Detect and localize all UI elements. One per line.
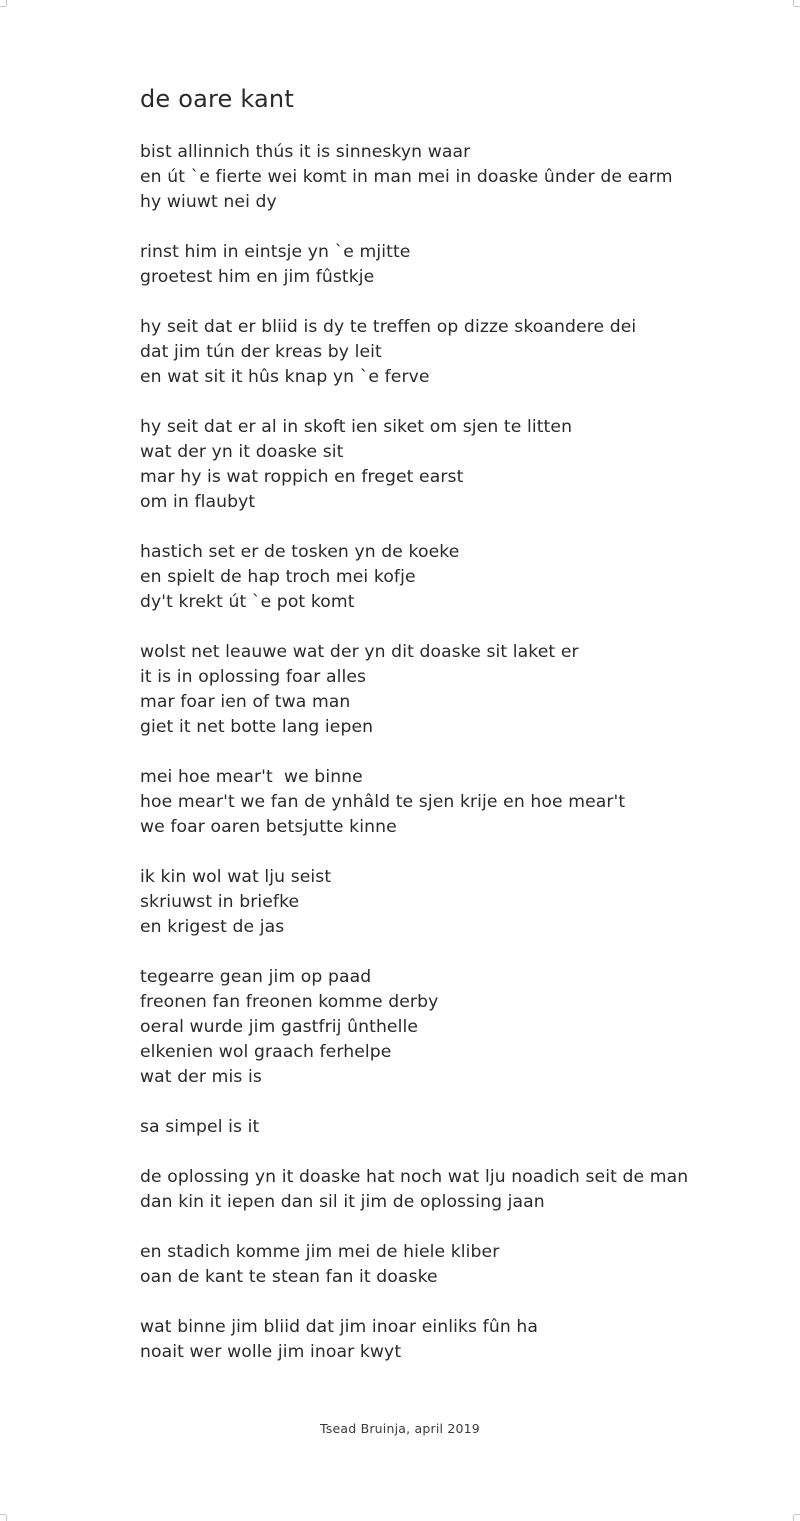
crop-mark-bottom-right-h (794, 1514, 800, 1515)
poem-line: dan kin it iepen dan sil it jim de oplossing jaan (140, 1192, 545, 1212)
crop-mark-top-right-v (793, 0, 794, 6)
crop-mark-top-right-h (794, 6, 800, 7)
poem-line: oan de kant te stean fan it doaske (140, 1267, 438, 1287)
stanza (140, 540, 760, 615)
poem-line: ik kin wol wat lju seist (140, 867, 332, 887)
poem-line: en út `e fierte wei komt in man mei in doaske ûnder de earm (140, 167, 673, 187)
poem-line: giet it net botte lang iepen (140, 717, 374, 737)
poem-line: we foar oaren betsjutte kinne (140, 817, 397, 837)
poem-line: sa simpel is it (140, 1117, 260, 1137)
poem-line: hy seit dat er bliid is dy te treffen op dizze skoandere dei (140, 317, 637, 337)
stanza (140, 765, 760, 840)
stanza (140, 140, 760, 215)
poem (140, 84, 760, 1390)
stanza (140, 1315, 760, 1365)
poem-line: en spielt de hap troch mei kofje (140, 567, 416, 587)
crop-mark-bottom-right-v (793, 1515, 794, 1521)
stanza (140, 865, 760, 940)
crop-mark-bottom-left-v (6, 1515, 7, 1521)
poem-line: en stadich komme jim mei de hiele kliber (140, 1242, 500, 1262)
stanza (140, 415, 760, 515)
poem-line: hy seit dat er al in skoft ien siket om sjen te litten (140, 417, 573, 437)
poem-line: en krigest de jas (140, 917, 285, 937)
crop-mark-top-left-v (6, 0, 7, 6)
poem-line: wolst net leauwe wat der yn dit doaske sit laket er (140, 642, 579, 662)
poem-line: dat jim tún der kreas by leit (140, 342, 382, 362)
poem-line: groetest him en jim fûstkje (140, 267, 375, 287)
poem-line: freonen fan freonen komme derby (140, 992, 439, 1012)
poem-line: bist allinnich thús it is sinneskyn waar (140, 142, 471, 162)
poem-line: rinst him in eintsje yn `e mjitte (140, 242, 411, 262)
stanza (140, 1240, 760, 1290)
poem-line: de oplossing yn it doaske hat noch wat lju noadich seit de man (140, 1167, 689, 1187)
stanza (140, 965, 760, 1090)
poem-line: mar foar ien of twa man (140, 692, 351, 712)
poem-line: en wat sit it hûs knap yn `e ferve (140, 367, 430, 387)
poem-line: oeral wurde jim gastfrij ûnthelle (140, 1017, 419, 1037)
poem-line: mei hoe mear't we binne (140, 767, 363, 787)
crop-mark-top-left-h (0, 6, 6, 7)
poem-line: it is in oplossing foar alles (140, 667, 367, 687)
poem-line: noait wer wolle jim inoar kwyt (140, 1342, 402, 1362)
poem-line: hy wiuwt nei dy (140, 192, 277, 212)
stanza (140, 640, 760, 740)
poem-line: hastich set er de tosken yn de koeke (140, 542, 460, 562)
stanza (140, 315, 760, 390)
poem-line: tegearre gean jim op paad (140, 967, 372, 987)
poem-line: om in flaubyt (140, 492, 256, 512)
poem-line: dy't krekt út `e pot komt (140, 592, 355, 612)
poem-line: mar hy is wat roppich en freget earst (140, 467, 464, 487)
stanza (140, 1115, 760, 1140)
poem-title: de oare kant (140, 85, 294, 113)
poem-signature: Tsead Bruinja, april 2019 (320, 1421, 480, 1436)
poem-line: wat der yn it doaske sit (140, 442, 344, 462)
poem-line: wat der mis is (140, 1067, 262, 1087)
poem-line: skriuwst in briefke (140, 892, 300, 912)
poem-body (140, 140, 760, 1365)
stanza (140, 240, 760, 290)
poem-line: hoe mear't we fan de ynhâld te sjen krije en hoe mear't (140, 792, 626, 812)
poem-line: elkenien wol graach ferhelpe (140, 1042, 392, 1062)
stanza (140, 1165, 760, 1215)
poem-line: wat binne jim bliid dat jim inoar einliks fûn ha (140, 1317, 539, 1337)
